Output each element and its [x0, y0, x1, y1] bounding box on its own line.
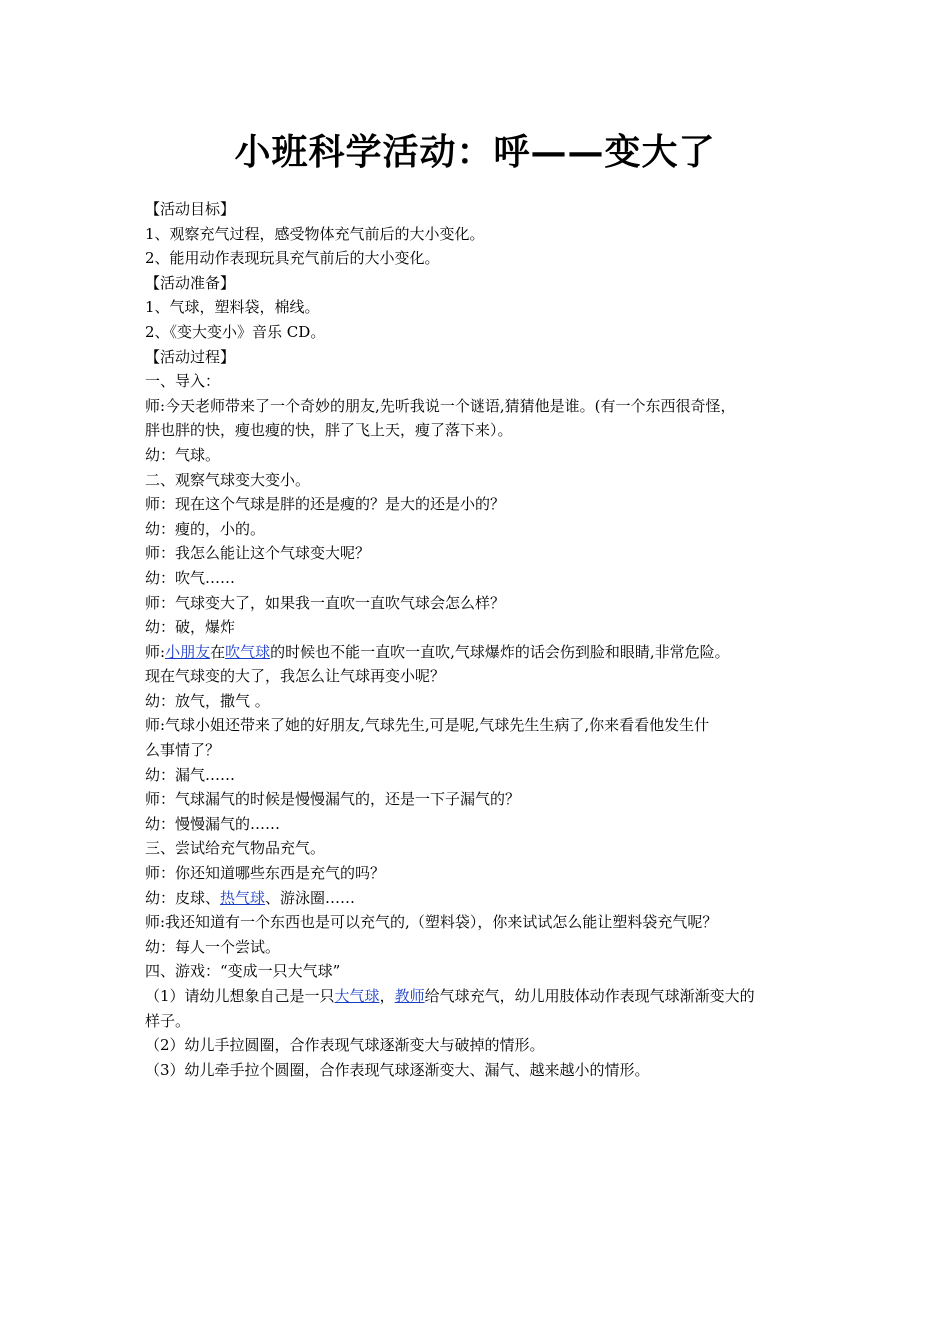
- text-line: 幼：每人一个尝试。: [145, 937, 281, 956]
- text-line: 胖也胖的快，瘦也瘦的快，胖了飞上天，瘦了落下来）。: [145, 421, 513, 440]
- text-line: 幼：破，爆炸: [145, 618, 236, 637]
- text-line: （2）幼儿手拉圆圈，合作表现气球逐渐变大与破掉的情形。: [145, 1036, 545, 1055]
- text-line: 现在气球变的大了，我怎么让气球再变小呢？: [145, 667, 446, 686]
- text-line: 师：我怎么能让这个气球变大呢？: [145, 544, 371, 563]
- text-line: 幼：放气，撒气 。: [145, 691, 270, 710]
- text-line: 1、气球，塑料袋，棉线。: [145, 298, 320, 317]
- text-line: 【活动目标】: [145, 200, 236, 218]
- text-line: 二、观察气球变大变小。: [145, 470, 311, 489]
- text-line: 师:今天老师带来了一个奇妙的朋友,先听我说一个谜语,猜猜他是谁。(有一个东西很奇怪，: [145, 396, 736, 415]
- text-line: 师：你还知道哪些东西是充气的吗？: [145, 864, 386, 883]
- text-line: [145, 640, 810, 665]
- text-line: 师:我还知道有一个东西也是可以充气的,（塑料袋），你来试试怎么能让塑料袋充气呢？: [145, 913, 718, 932]
- text-segment: 师:: [145, 642, 166, 661]
- keyword-link[interactable]: 大气球: [334, 987, 380, 1005]
- text-line: 四、游戏：“变成一只大气球”: [145, 962, 341, 981]
- text-segment: 在: [210, 642, 226, 661]
- text-line: [145, 886, 810, 911]
- text-line: 师：现在这个气球是胖的还是瘦的？是大的还是小的？: [145, 495, 506, 514]
- text-line: 幼：吹气……: [145, 568, 236, 587]
- text-line: 【活动准备】: [145, 273, 236, 292]
- text-segment: 的时候也不能一直吹一直吹,气球爆炸的话会伤到脸和眼睛,非常危险。: [270, 642, 730, 661]
- text-line: 三、尝试给充气物品充气。: [145, 839, 326, 858]
- text-line: 师:气球小姐还带来了她的好朋友,气球先生,可是呢,气球先生生病了,你来看看他发生什: [145, 716, 710, 735]
- text-line: 【活动过程】: [145, 347, 236, 366]
- text-line: 幼：漏气……: [145, 765, 236, 784]
- page-title: 小班科学活动：呼——变大了: [234, 131, 716, 173]
- text-segment: 、游泳圈……: [265, 888, 356, 907]
- text-line: 幼：瘦的，小的。: [145, 519, 266, 538]
- document-body: [145, 197, 810, 1082]
- text-line: 2、能用动作表现玩具充气前后的大小变化。: [145, 249, 440, 268]
- text-line: 样子。: [145, 1011, 191, 1030]
- text-segment: 给气球充气，幼儿用肢体动作表现气球渐渐变大的: [424, 987, 755, 1005]
- text-line: 1、观察充气过程，感受物体充气前后的大小变化。: [145, 224, 485, 243]
- keyword-link[interactable]: 小朋友: [165, 642, 211, 661]
- text-line: 幼：慢慢漏气的……: [145, 814, 281, 833]
- keyword-link[interactable]: 吹气球: [225, 642, 271, 661]
- text-segment: ，: [379, 987, 395, 1005]
- text-segment: 幼：皮球、: [145, 888, 221, 907]
- keyword-link[interactable]: 热气球: [220, 888, 266, 907]
- text-line: 师：气球漏气的时候是慢慢漏气的，还是一下子漏气的？: [145, 790, 521, 809]
- text-line: 2、《变大变小》音乐 CD。: [145, 322, 326, 341]
- keyword-link[interactable]: 教师: [394, 987, 425, 1005]
- text-segment: （1）请幼儿想象自己是一只: [145, 987, 335, 1005]
- text-line: 幼：气球。: [145, 445, 221, 464]
- text-line: 师：气球变大了，如果我一直吹一直吹气球会怎么样？: [145, 593, 506, 612]
- text-line: 么事情了？: [145, 741, 221, 760]
- text-line: [145, 984, 810, 1009]
- text-line: 一、导入：: [145, 372, 221, 391]
- text-line: （3）幼儿牵手拉个圆圈，合作表现气球逐渐变大、漏气、越来越小的情形。: [145, 1060, 650, 1079]
